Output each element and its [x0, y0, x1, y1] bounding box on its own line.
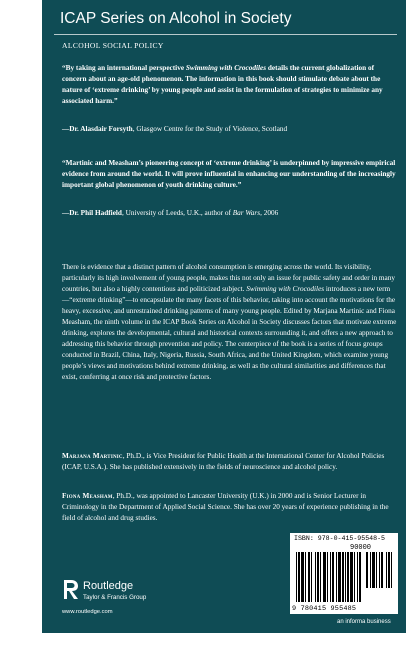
barcode-bar — [338, 552, 341, 602]
addon-bar — [379, 552, 380, 588]
quote-1-book-title: Swimming with Crocodiles — [185, 64, 267, 72]
bio-1-name: Marjana Martinic — [62, 452, 123, 460]
quote-2-affiliation: , University of Leeds, U.K., author of — [121, 209, 233, 217]
addon-bar — [370, 552, 371, 588]
price-addon-code: 90000 — [350, 544, 372, 552]
addon-bar — [366, 552, 368, 588]
barcode-bar — [342, 552, 344, 602]
publisher-url[interactable]: www.routledge.com — [62, 609, 113, 615]
endorsement-attribution-2 — [62, 208, 396, 219]
quote-2-text: “Martinic and Measham’s pioneering concept of ‘extreme drinking’ is underpinned by impressive empirical evidence from around the world. It will prove influential in enhancing our understanding of the increasingly important global phenomenon of youth drinking culture.” — [62, 159, 396, 189]
barcode-bar — [305, 552, 306, 602]
barcode-bar — [308, 552, 310, 602]
barcode-bar — [330, 552, 331, 602]
barcode-bar — [347, 552, 349, 602]
addon-bar — [388, 552, 390, 588]
barcode-bar — [301, 552, 304, 602]
description-part-2: introduces a new term—“extreme drinking”—to encapsulate the many facets of this behavior, taking into account the motivations for the heavy, excessive, and unrestrained drinking patterns of many young people. Edited by Marjana Martinic and Fiona Measham, the ninth volume in the ICAP Book Series on Alcohol in Society discusses factors that motivate extreme drinking, explores the developmental, cultural and historical contexts surrounding it, and offers a new approach to addressing this behavior through prevention and policy. The centerpiece of the book is a series of focus groups conducted in Brazil, China, Italy, Nigeria, Russia, South Africa, and the United Kingdom, which examine young people’s views and motivations behind extreme drinking, as well as the cultural similarities and differences that exist, conferring at once risk and protective factors. — [62, 285, 397, 382]
quote-2-year: , 2006 — [260, 209, 279, 217]
book-description — [62, 262, 398, 384]
ean-number — [292, 605, 356, 613]
barcode-bar — [350, 552, 353, 602]
barcode-bar — [323, 552, 326, 602]
addon-bar — [381, 552, 383, 588]
barcode-bar — [315, 552, 316, 602]
category-label: ALCOHOL SOCIAL POLICY — [62, 41, 164, 50]
ean-first-digit: 9 — [292, 605, 297, 613]
description-book-title: Swimming with Crocodiles — [246, 285, 325, 294]
barcode-bar — [354, 552, 355, 602]
endorsement-quote-2 — [62, 158, 396, 191]
quote-1-affiliation: , Glasgow Centre for the Study of Violence, Scotland — [132, 125, 288, 133]
quote-1-author: —Dr. Alasdair Forsyth — [62, 125, 133, 133]
ean-right-group: 955485 — [330, 605, 357, 613]
quote-2-book: Bar Wars — [232, 209, 261, 217]
barcode-bar — [311, 552, 312, 602]
barcode-bar — [296, 552, 297, 602]
barcode-bar — [298, 552, 300, 602]
barcode-bar — [345, 552, 346, 602]
endorsement-attribution-1 — [62, 124, 396, 135]
editor-bio-1 — [62, 451, 398, 473]
series-title: ICAP Series on Alcohol in Society — [60, 10, 292, 27]
barcode-bar — [336, 552, 337, 602]
ean-left-group: 780415 — [300, 605, 327, 613]
barcode-bar — [320, 552, 321, 602]
bio-2-name: Fiona Measham — [62, 492, 113, 500]
barcode-bar — [327, 552, 328, 602]
addon-bar — [376, 552, 377, 588]
informa-tagline: an informa business — [337, 619, 391, 625]
quote-1-before: “By taking an international perspective — [62, 64, 186, 72]
barcode-bar — [359, 552, 361, 602]
barcode-bar — [357, 552, 358, 602]
routledge-logo-icon — [62, 578, 80, 600]
addon-bar — [386, 552, 387, 588]
title-divider — [54, 34, 397, 35]
quote-2-author: —Dr. Phil Hadfield — [62, 209, 122, 217]
publisher-group: Taylor & Francis Group — [83, 594, 147, 601]
endorsement-quote-1 — [62, 63, 396, 107]
publisher-name: Routledge — [83, 580, 134, 592]
isbn-label: ISBN: 978-0-415-95548-5 — [294, 535, 386, 542]
editor-bio-2 — [62, 491, 398, 524]
quote-1-after: details the current globalization of concern about an age-old phenomenon. The information in this book should stimulate debate about the nature of ‘extreme drinking’ by young people and assist in the formulation of strategies to minimize any associated harm.” — [62, 64, 383, 105]
barcode-bar — [332, 552, 334, 602]
description-part-1: There is evidence that a distinct pattern of alcohol consumption is emerging across the world. Its visibility, particularly its high involvement of young people, makes this not only an issue for public safety and order in many countries, but also a highly contentious and politicized subject. — [62, 263, 396, 294]
barcode-bar — [317, 552, 319, 602]
bio-1-text: , Ph.D., is Vice President for Public Health at the International Center for Alcohol Policies (ICAP, U.S.A.). She has published extensively in the fields of neuroscience and alcohol policy. — [62, 452, 385, 471]
barcode-bars — [296, 552, 396, 604]
addon-bar — [391, 552, 392, 588]
bio-2-text: , Ph.D., was appointed to Lancaster University (U.K.) in 2000 and is Senior Lecturer in Criminology in the Department of Applied Social Science. She has over 20 years of experience publishing in the field of alcohol and drug studies. — [62, 492, 389, 522]
addon-bar — [372, 552, 375, 588]
